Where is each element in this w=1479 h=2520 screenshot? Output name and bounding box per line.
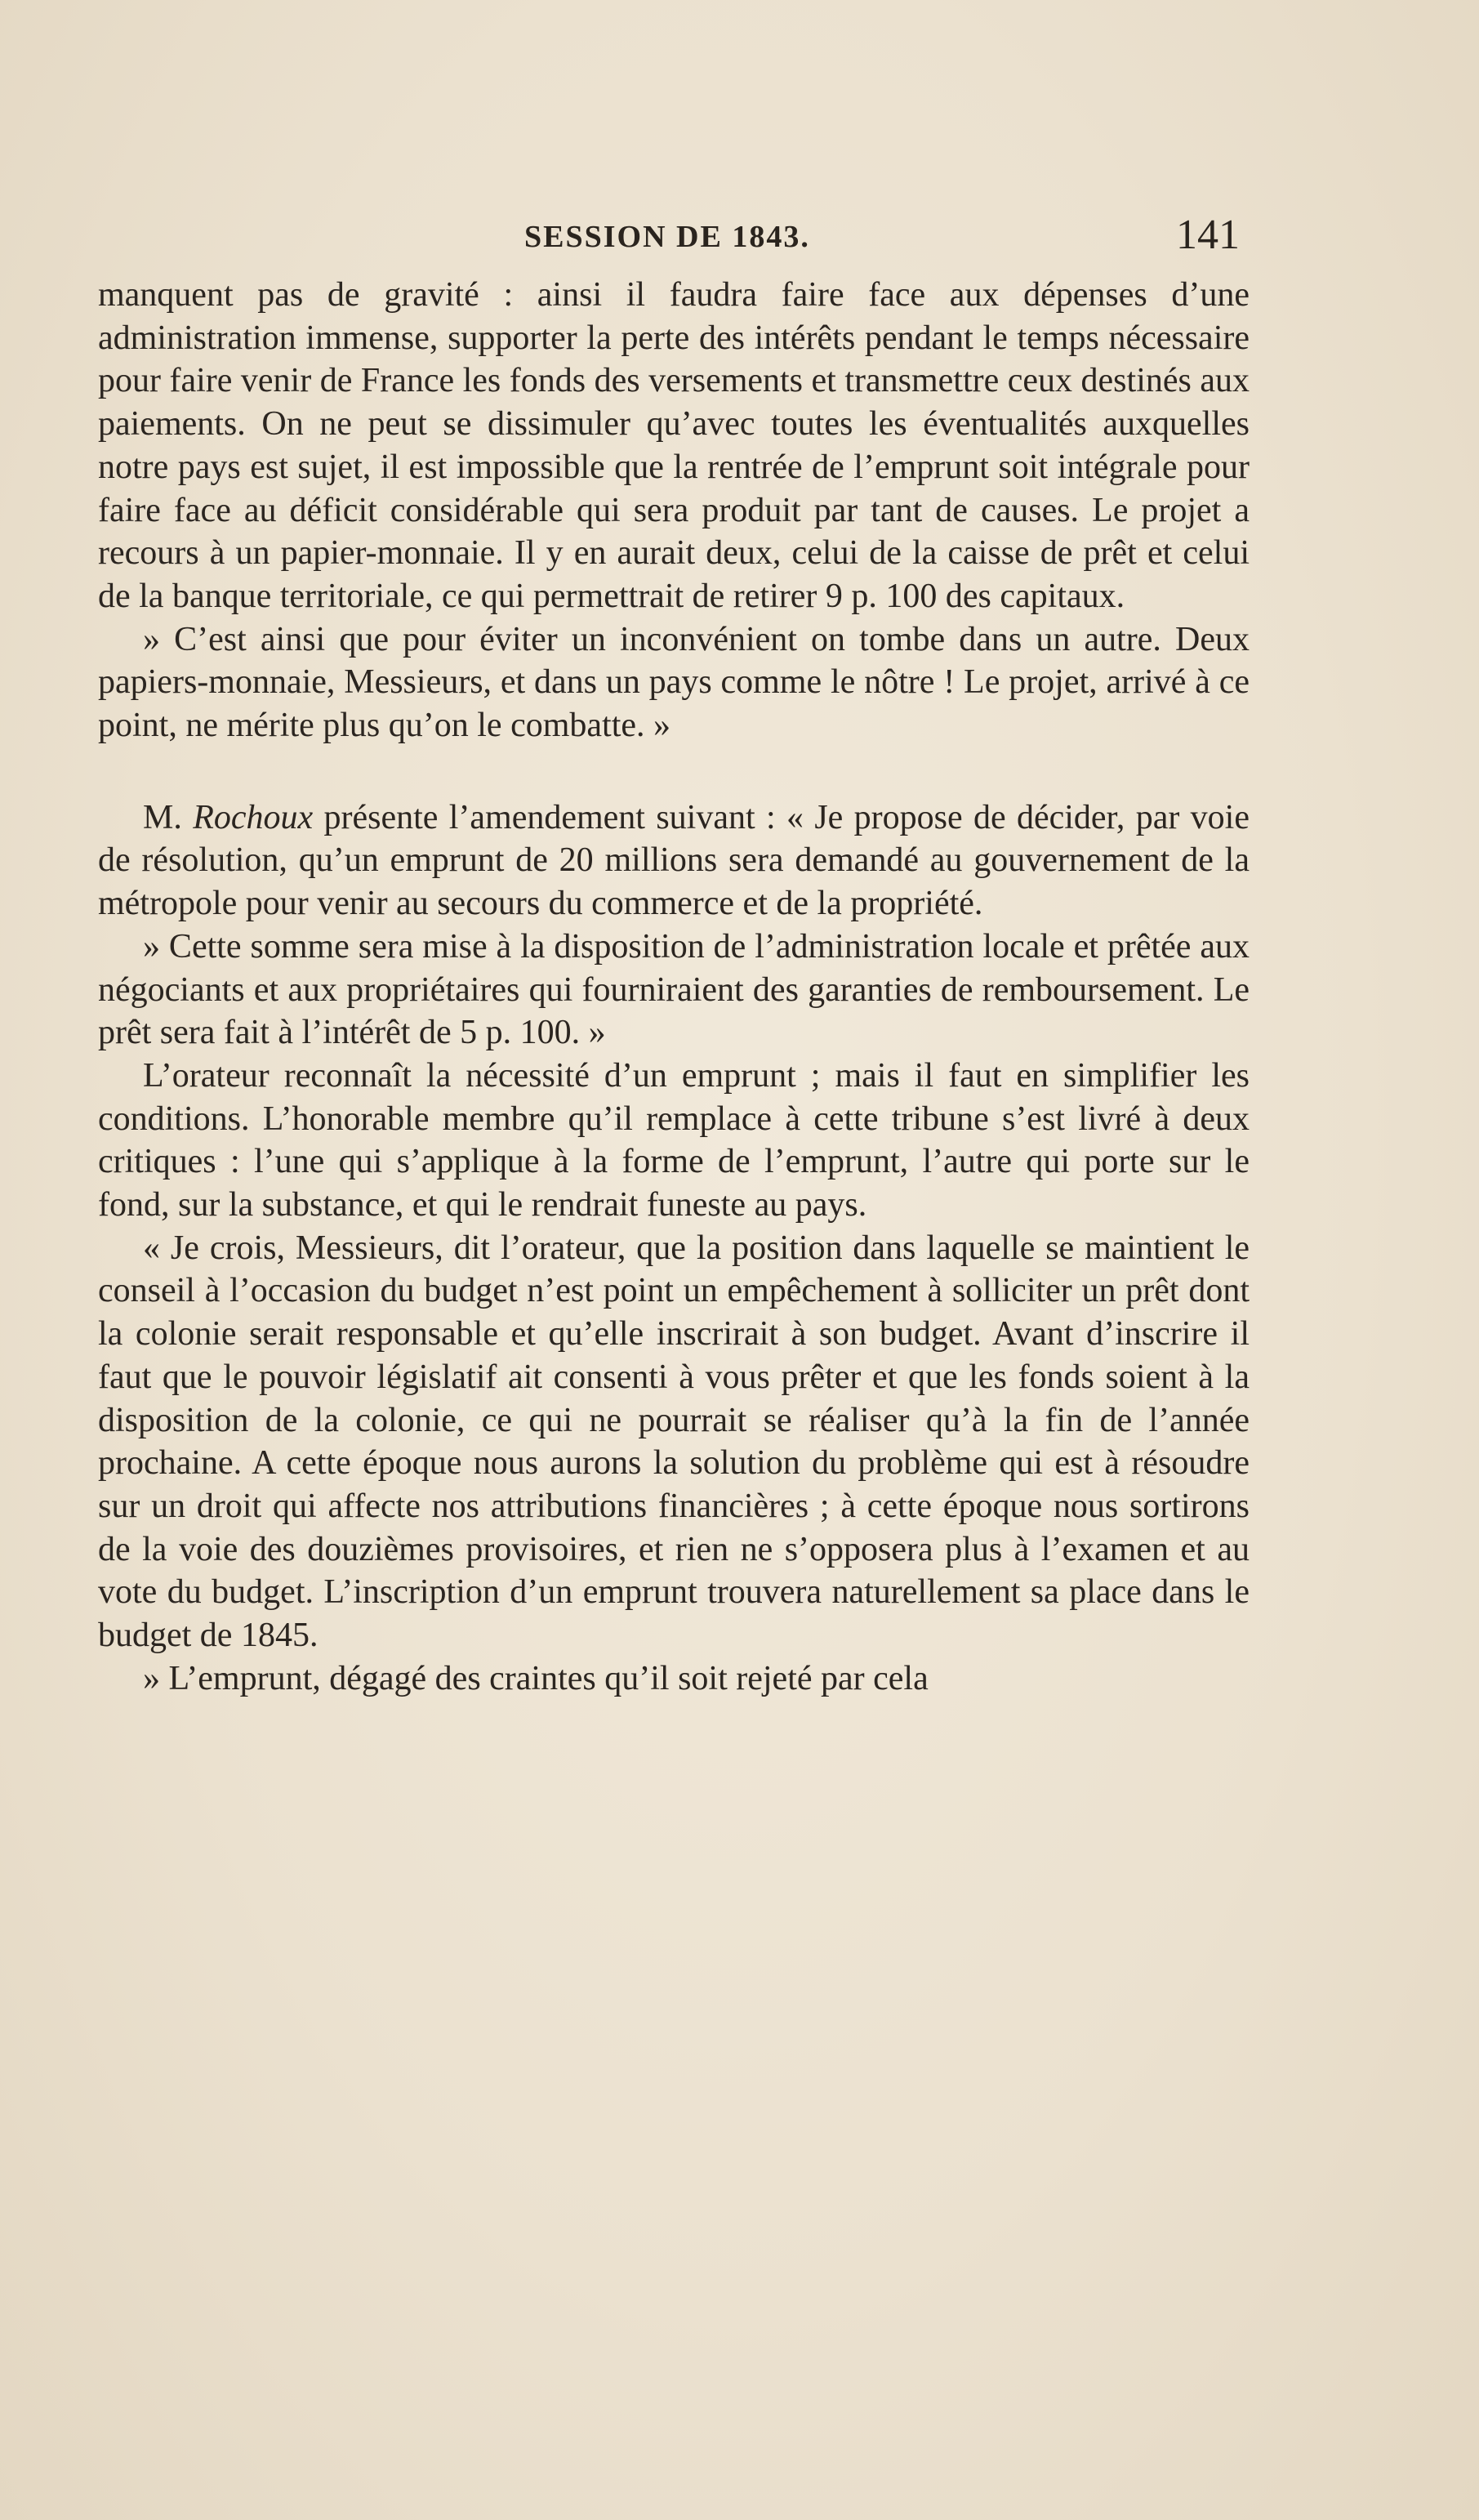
paragraph-3-text: présente l’amendement suivant : « Je propose de décider, par voie de résolution, qu’un emprunt de 20 millions sera demandé au gouvernement de la métropole pour venir au secours du commerce et de la propriété. <box>98 798 1250 923</box>
paragraph-3 <box>98 796 1250 925</box>
body-text <box>98 274 1250 1701</box>
paragraph-7: » L’emprunt, dégagé des craintes qu’il soit rejeté par cela <box>143 1659 929 1697</box>
speaker-prefix: M. <box>143 798 194 836</box>
page-header <box>98 211 1241 276</box>
speaker-name: Rochoux <box>193 798 314 836</box>
page-number: 141 <box>1176 212 1240 258</box>
paragraph-1: manquent pas de gravité : ainsi il faudra faire face aux dépenses d’une administration immense, supporter la perte des intérêts pendant le temps nécessaire pour faire venir de France les fonds des versements et transmettre ceux destinés aux paiements. On ne peut se dissimuler qu’avec toutes les éventualités auxquelles notre pays est sujet, il est impossible que la rentrée de l’emprunt soit intégrale pour faire face au déficit considérable qui sera produit par tant de causes. Le projet a recours à un papier-monnaie. Il y en aurait deux, celui de la caisse de prêt et celui de la banque territoriale, ce qui permettrait de retirer 9 p. 100 des capitaux. <box>98 276 1250 615</box>
running-head: SESSION DE 1843. <box>524 220 810 254</box>
paragraph-4: » Cette somme sera mise à la disposition de l’administration locale et prêtée aux négociants et aux propriétaires qui fourniraient des garanties de remboursement. Le prêt sera fait à l’intérêt de 5 p. 100. » <box>98 927 1250 1052</box>
paragraph-5: L’orateur reconnaît la nécessité d’un emprunt ; mais il faut en simplifier les conditions. L’honorable membre qu’il remplace à cette tribune s’est livré à deux critiques : l’une qui s’applique à la forme de l’emprunt, l’autre qui porte sur le fond, sur la substance, et qui le rendrait funeste au pays. <box>98 1056 1250 1224</box>
paragraph-6: « Je crois, Messieurs, dit l’orateur, que la position dans laquelle se maintient le conseil à l’occasion du budget n’est point un empêchement à solliciter un prêt dont la colonie serait responsable et qu’elle inscrirait à son budget. Avant d’inscrire il faut que le pouvoir législatif ait consenti à vous prêter et que les fonds soient à la disposition de la colonie, ce qui ne pourrait se réaliser qu’à la fin de l’année prochaine. A cette époque nous aurons la solution du problème qui est à résoudre sur un droit qui affecte nos attributions financières ; à cette époque nous sortirons de la voie des douzièmes provisoires, et rien ne s’opposera plus à l’examen et au vote du budget. L’inscription d’un emprunt trouvera naturellement sa place dans le budget de 1845. <box>98 1229 1250 1655</box>
paragraph-2: » C’est ainsi que pour éviter un inconvénient on tombe dans un autre. Deux papiers-monnaie, Messieurs, et dans un pays comme le nôtre ! Le projet, arrivé à ce point, ne mérite plus qu’on le combatte. » <box>98 620 1250 745</box>
